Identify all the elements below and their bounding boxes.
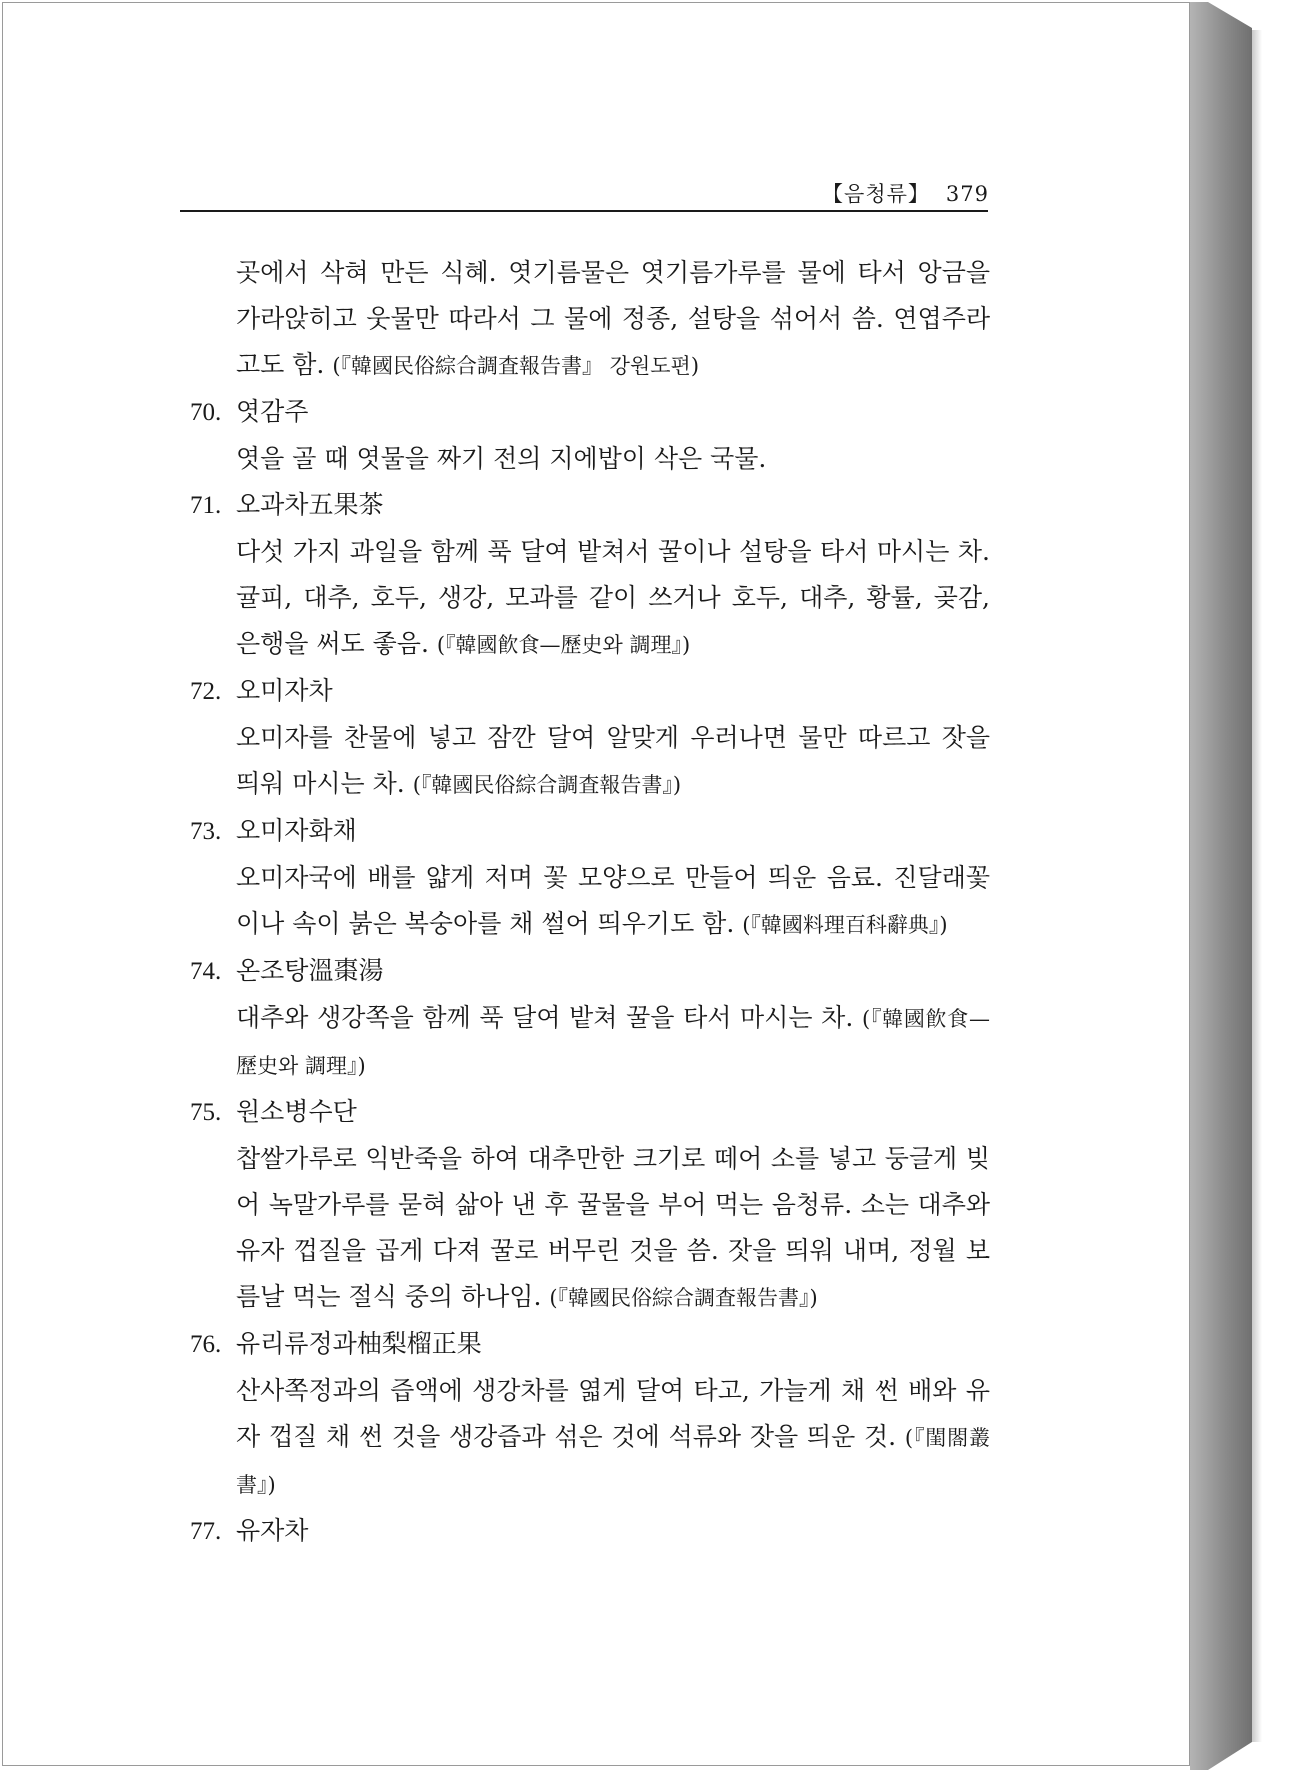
entry-text: 엿을 골 때 엿물을 짜기 전의 지에밥이 삭은 국물. — [236, 444, 767, 473]
entry-citation: (『韓國飮食—歷史와 調理』) — [236, 1007, 990, 1078]
entry-74 — [190, 948, 990, 1089]
entry-body — [236, 855, 990, 948]
entry-text: 찹쌀가루로 익반죽을 하여 대추만한 크기로 떼어 소를 넣고 둥글게 빚어 녹말가루를 묻혀 삶아 낸 후 꿀물을 부어 먹는 음청류. 소는 대추와 유자 껍질을 곱게 다져 꿀로 버무린 것을 씀. 잣을 띄워 내며, 정월 보름날 먹는 절식 중의 하나임. — [236, 1144, 990, 1311]
entry-text: 다섯 가지 과일을 함께 푹 달여 밭쳐서 꿀이나 설탕을 타서 마시는 차. 귤피, 대추, 호두, 생강, 모과를 같이 쓰거나 호두, 대추, 황률, 곶감, 은행을 써도 좋음. — [236, 537, 990, 658]
entry-heading — [190, 668, 990, 715]
entry-title: 온조탕溫棗湯 — [236, 956, 384, 985]
entry-body — [236, 715, 990, 808]
continuation-paragraph — [236, 250, 990, 389]
entry-76 — [190, 1321, 990, 1508]
entry-number: 76. — [190, 1331, 222, 1358]
entry-body — [236, 1368, 990, 1508]
continuation-citation: (『韓國民俗綜合調査報告書』 강원도편) — [332, 354, 700, 378]
entry-title: 유자차 — [236, 1516, 309, 1545]
entry-heading — [190, 482, 990, 529]
entry-number: 75. — [190, 1099, 222, 1126]
entry-heading — [190, 1321, 990, 1368]
book-edge-shadow — [1252, 30, 1262, 1742]
page-body — [190, 250, 990, 1555]
entry-75 — [190, 1089, 990, 1321]
entry-heading — [190, 1508, 990, 1555]
header-rule — [180, 210, 988, 212]
book-edge — [1190, 2, 1252, 1770]
entry-text: 오미자국에 배를 얇게 저며 꽃 모양으로 만들어 띄운 음료. 진달래꽃이나 속이 붉은 복숭아를 채 썰어 띄우기도 함. — [236, 863, 990, 938]
entry-73 — [190, 808, 990, 948]
entry-text: 오미자를 찬물에 넣고 잠깐 달여 알맞게 우러나면 물만 따르고 잣을 띄워 마시는 차. — [236, 723, 990, 798]
entry-77 — [190, 1508, 990, 1555]
entry-body — [236, 529, 990, 668]
entry-title: 원소병수단 — [236, 1097, 357, 1126]
entry-number: 74. — [190, 958, 222, 985]
entry-citation: (『韓國料理百科辭典』) — [742, 913, 948, 937]
entry-text: 대추와 생강쪽을 함께 푹 달여 밭쳐 꿀을 타서 마시는 차. — [236, 1003, 854, 1032]
entry-text: 산사쪽정과의 즙액에 생강차를 엷게 달여 타고, 가늘게 채 썬 배와 유자 껍질 채 썬 것을 생강즙과 섞은 것에 석류와 잣을 띄운 것. — [236, 1376, 990, 1451]
running-header — [822, 178, 989, 208]
entry-number: 70. — [190, 399, 222, 426]
entry-heading — [190, 948, 990, 995]
entry-title: 엿감주 — [236, 397, 309, 426]
entry-72 — [190, 668, 990, 808]
entry-title: 오미자화채 — [236, 816, 357, 845]
entry-number: 77. — [190, 1518, 222, 1545]
entry-body — [236, 1136, 990, 1321]
continuation-text: 곳에서 삭혀 만든 식혜. 엿기름물은 엿기름가루를 물에 타서 앙금을 가라앉히고 웃물만 따라서 그 물에 정종, 설탕을 섞어서 씀. 연엽주라고도 함. — [236, 258, 990, 379]
entry-title: 오과차五果茶 — [236, 490, 384, 519]
entry-heading — [190, 389, 990, 436]
entry-heading — [190, 808, 990, 855]
entry-70 — [190, 389, 990, 482]
entry-heading — [190, 1089, 990, 1136]
section-title: 【음청류】 — [822, 182, 930, 206]
entry-body — [236, 995, 990, 1089]
entry-number: 71. — [190, 492, 222, 519]
entry-citation: (『韓國民俗綜合調査報告書』) — [412, 773, 682, 797]
entry-citation: (『閨閤叢書』) — [236, 1426, 990, 1497]
entry-number: 72. — [190, 678, 222, 705]
entry-citation: (『韓國飮食—歷史와 調理』) — [436, 633, 691, 657]
entry-title: 오미자차 — [236, 676, 333, 705]
entry-body — [236, 436, 990, 482]
entry-71 — [190, 482, 990, 668]
entry-citation: (『韓國民俗綜合調査報告書』) — [549, 1286, 818, 1310]
entry-number: 73. — [190, 818, 222, 845]
page-number: 379 — [945, 182, 989, 206]
entry-title: 유리류정과柚梨榴正果 — [236, 1329, 482, 1358]
